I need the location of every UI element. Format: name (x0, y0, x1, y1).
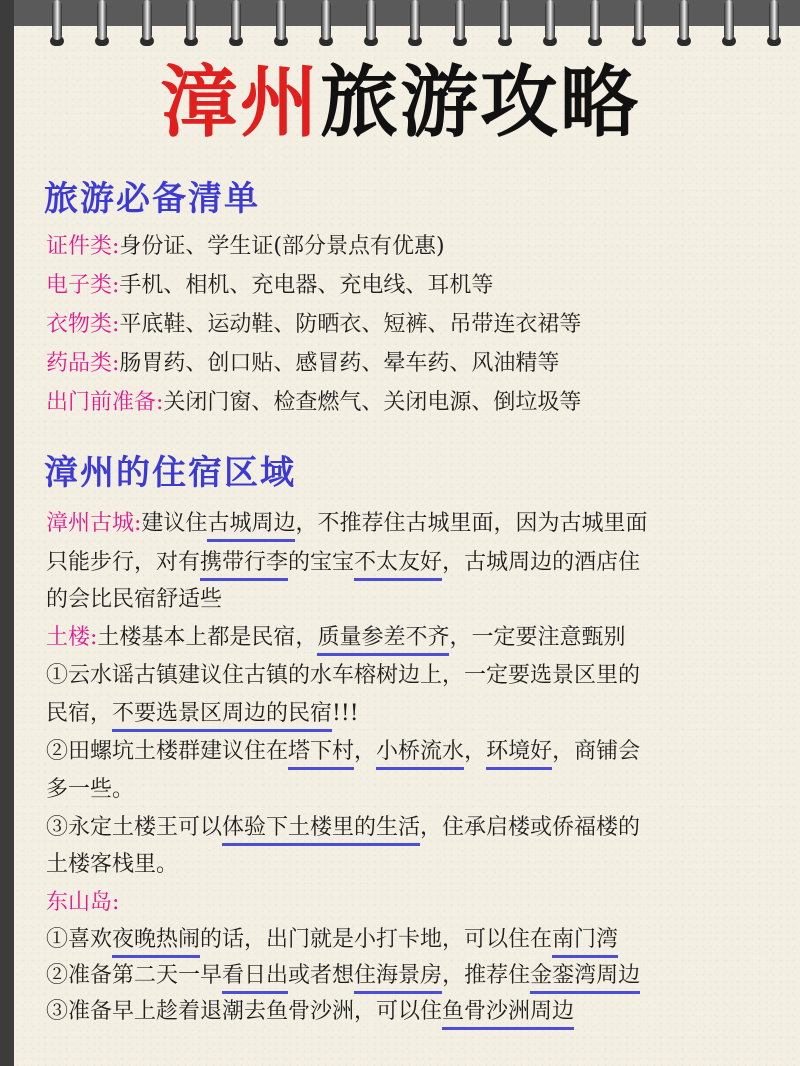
binder-ring (769, 0, 779, 40)
text-span: ③准备早上趁着退潮去鱼骨沙洲，可以住 (46, 999, 443, 1024)
highlight-phrase: 夜晚热闹 (112, 927, 200, 958)
title-guide: 旅游攻略 (320, 58, 641, 148)
page-title (0, 58, 800, 148)
text-span: ，古城周边的酒店住 (442, 550, 641, 575)
checklist-text: 平底鞋、运动鞋、防晒衣、短裤、吊带连衣裙等 (119, 312, 582, 337)
checklist-item (46, 275, 770, 297)
binder-ring (97, 0, 107, 40)
checklist-label: 电子类: (46, 273, 120, 298)
title-city: 漳州 (159, 58, 320, 148)
binder-rings (0, 0, 800, 50)
text-span: ， (464, 739, 487, 764)
text-span: ②田螺坑土楼群建议住在 (46, 739, 289, 764)
binder-ring (52, 0, 62, 40)
checklist-text: 肠胃药、创口贴、感冒药、晕车药、风油精等 (119, 351, 560, 376)
binder-ring (231, 0, 241, 40)
binder-ring (455, 0, 465, 40)
highlight-phrase: 金銮湾周边 (530, 963, 640, 994)
text-span: 土楼基本上都是民宿， (97, 625, 318, 650)
checklist-item (46, 392, 770, 414)
checklist-label: 出门前准备: (46, 390, 164, 415)
text-span: ， (354, 739, 377, 764)
gucheng-line-2 (46, 552, 770, 574)
highlight-phrase: 塔下村 (288, 739, 354, 770)
highlight-phrase: 体验下土楼里的生活 (222, 815, 420, 846)
tulou-point-2-line-2: 多一些。 (46, 777, 135, 802)
highlight-phrase: 携带行李 (200, 550, 288, 581)
tulou-label: 土楼: (46, 625, 98, 650)
dongshan-point-2 (46, 965, 770, 987)
tulou-point-3-line-1 (46, 817, 770, 839)
checklist-text: 手机、相机、充电器、充电线、耳机等 (119, 273, 494, 298)
text-span: ，商铺会 (552, 739, 641, 764)
notebook-spine (0, 0, 14, 1066)
highlight-phrase: 小桥流水 (376, 739, 464, 770)
checklist-item (46, 353, 770, 375)
highlight-phrase: 不要选景区周边的民宿 (112, 701, 332, 732)
text-span: 建议住 (141, 511, 208, 536)
binder-ring (500, 0, 510, 40)
text-span: 民宿， (46, 701, 113, 726)
binder-ring (724, 0, 734, 40)
text-span: !!! (332, 701, 359, 726)
highlight-phrase: 看日出 (222, 963, 288, 994)
binder-ring (142, 0, 152, 40)
dongshan-label-line (46, 892, 770, 914)
dongshan-point-3 (46, 1001, 770, 1023)
checklist-heading: 旅游必备清单 (44, 179, 260, 219)
dongshan-label: 东山岛: (46, 890, 120, 915)
highlight-phrase: 住海景房 (354, 963, 442, 994)
checklist-label: 证件类: (46, 234, 120, 259)
tulou-point-1-line-1: ①云水谣古镇建议住古镇的水车榕树边上，一定要选景区里的 (46, 663, 641, 688)
text-span: ③永定土楼王可以 (46, 815, 223, 840)
highlight-phrase: 不太友好 (354, 550, 442, 581)
highlight-phrase: 南门湾 (552, 927, 618, 958)
binder-ring (186, 0, 196, 40)
highlight-phrase: 质量参差不齐 (317, 625, 449, 656)
checklist-label: 药品类: (46, 351, 120, 376)
binder-ring (590, 0, 600, 40)
text-span: ②准备第二天一早 (46, 963, 223, 988)
highlight-phrase: 古城周边 (207, 511, 295, 542)
checklist-text: 关闭门窗、检查燃气、关闭电源、倒垃圾等 (163, 390, 582, 415)
text-span: ，一定要注意甄别 (449, 625, 626, 650)
text-span: ，不推荐住古城里面，因为古城里面 (295, 511, 648, 536)
checklist-label: 衣物类: (46, 312, 120, 337)
binder-ring (634, 0, 644, 40)
text-span: ，住承启楼或侨福楼的 (420, 815, 641, 840)
text-span: 或者想 (288, 963, 355, 988)
checklist-item (46, 314, 770, 336)
tulou-line-1 (46, 627, 770, 649)
text-span: 的宝宝 (288, 550, 355, 575)
gucheng-line-1 (46, 513, 770, 535)
binder-ring (321, 0, 331, 40)
binder-ring (276, 0, 286, 40)
lodging-heading: 漳州的住宿区域 (44, 453, 296, 493)
text-span: ①喜欢 (46, 927, 113, 952)
gucheng-label: 漳州古城: (46, 511, 142, 536)
binder-ring (366, 0, 376, 40)
checklist-item (46, 236, 770, 258)
highlight-phrase: 环境好 (486, 739, 552, 770)
text-span: ，推荐住 (442, 963, 531, 988)
dongshan-point-1 (46, 929, 770, 951)
tulou-point-3-line-2: 土楼客栈里。 (46, 852, 179, 877)
tulou-point-1-line-2 (46, 703, 770, 725)
highlight-phrase: 鱼骨沙洲周边 (442, 999, 574, 1030)
gucheng-line-3: 的会比民宿舒适些 (46, 587, 223, 612)
checklist-text: 身份证、学生证(部分景点有优惠) (119, 234, 445, 259)
text-span: 只能步行，对有 (46, 550, 201, 575)
text-span: 的话，出门就是小打卡地，可以住在 (200, 927, 553, 952)
tulou-point-2-line-1 (46, 741, 770, 763)
binder-ring (410, 0, 420, 40)
binder-ring (679, 0, 689, 40)
binder-ring (545, 0, 555, 40)
